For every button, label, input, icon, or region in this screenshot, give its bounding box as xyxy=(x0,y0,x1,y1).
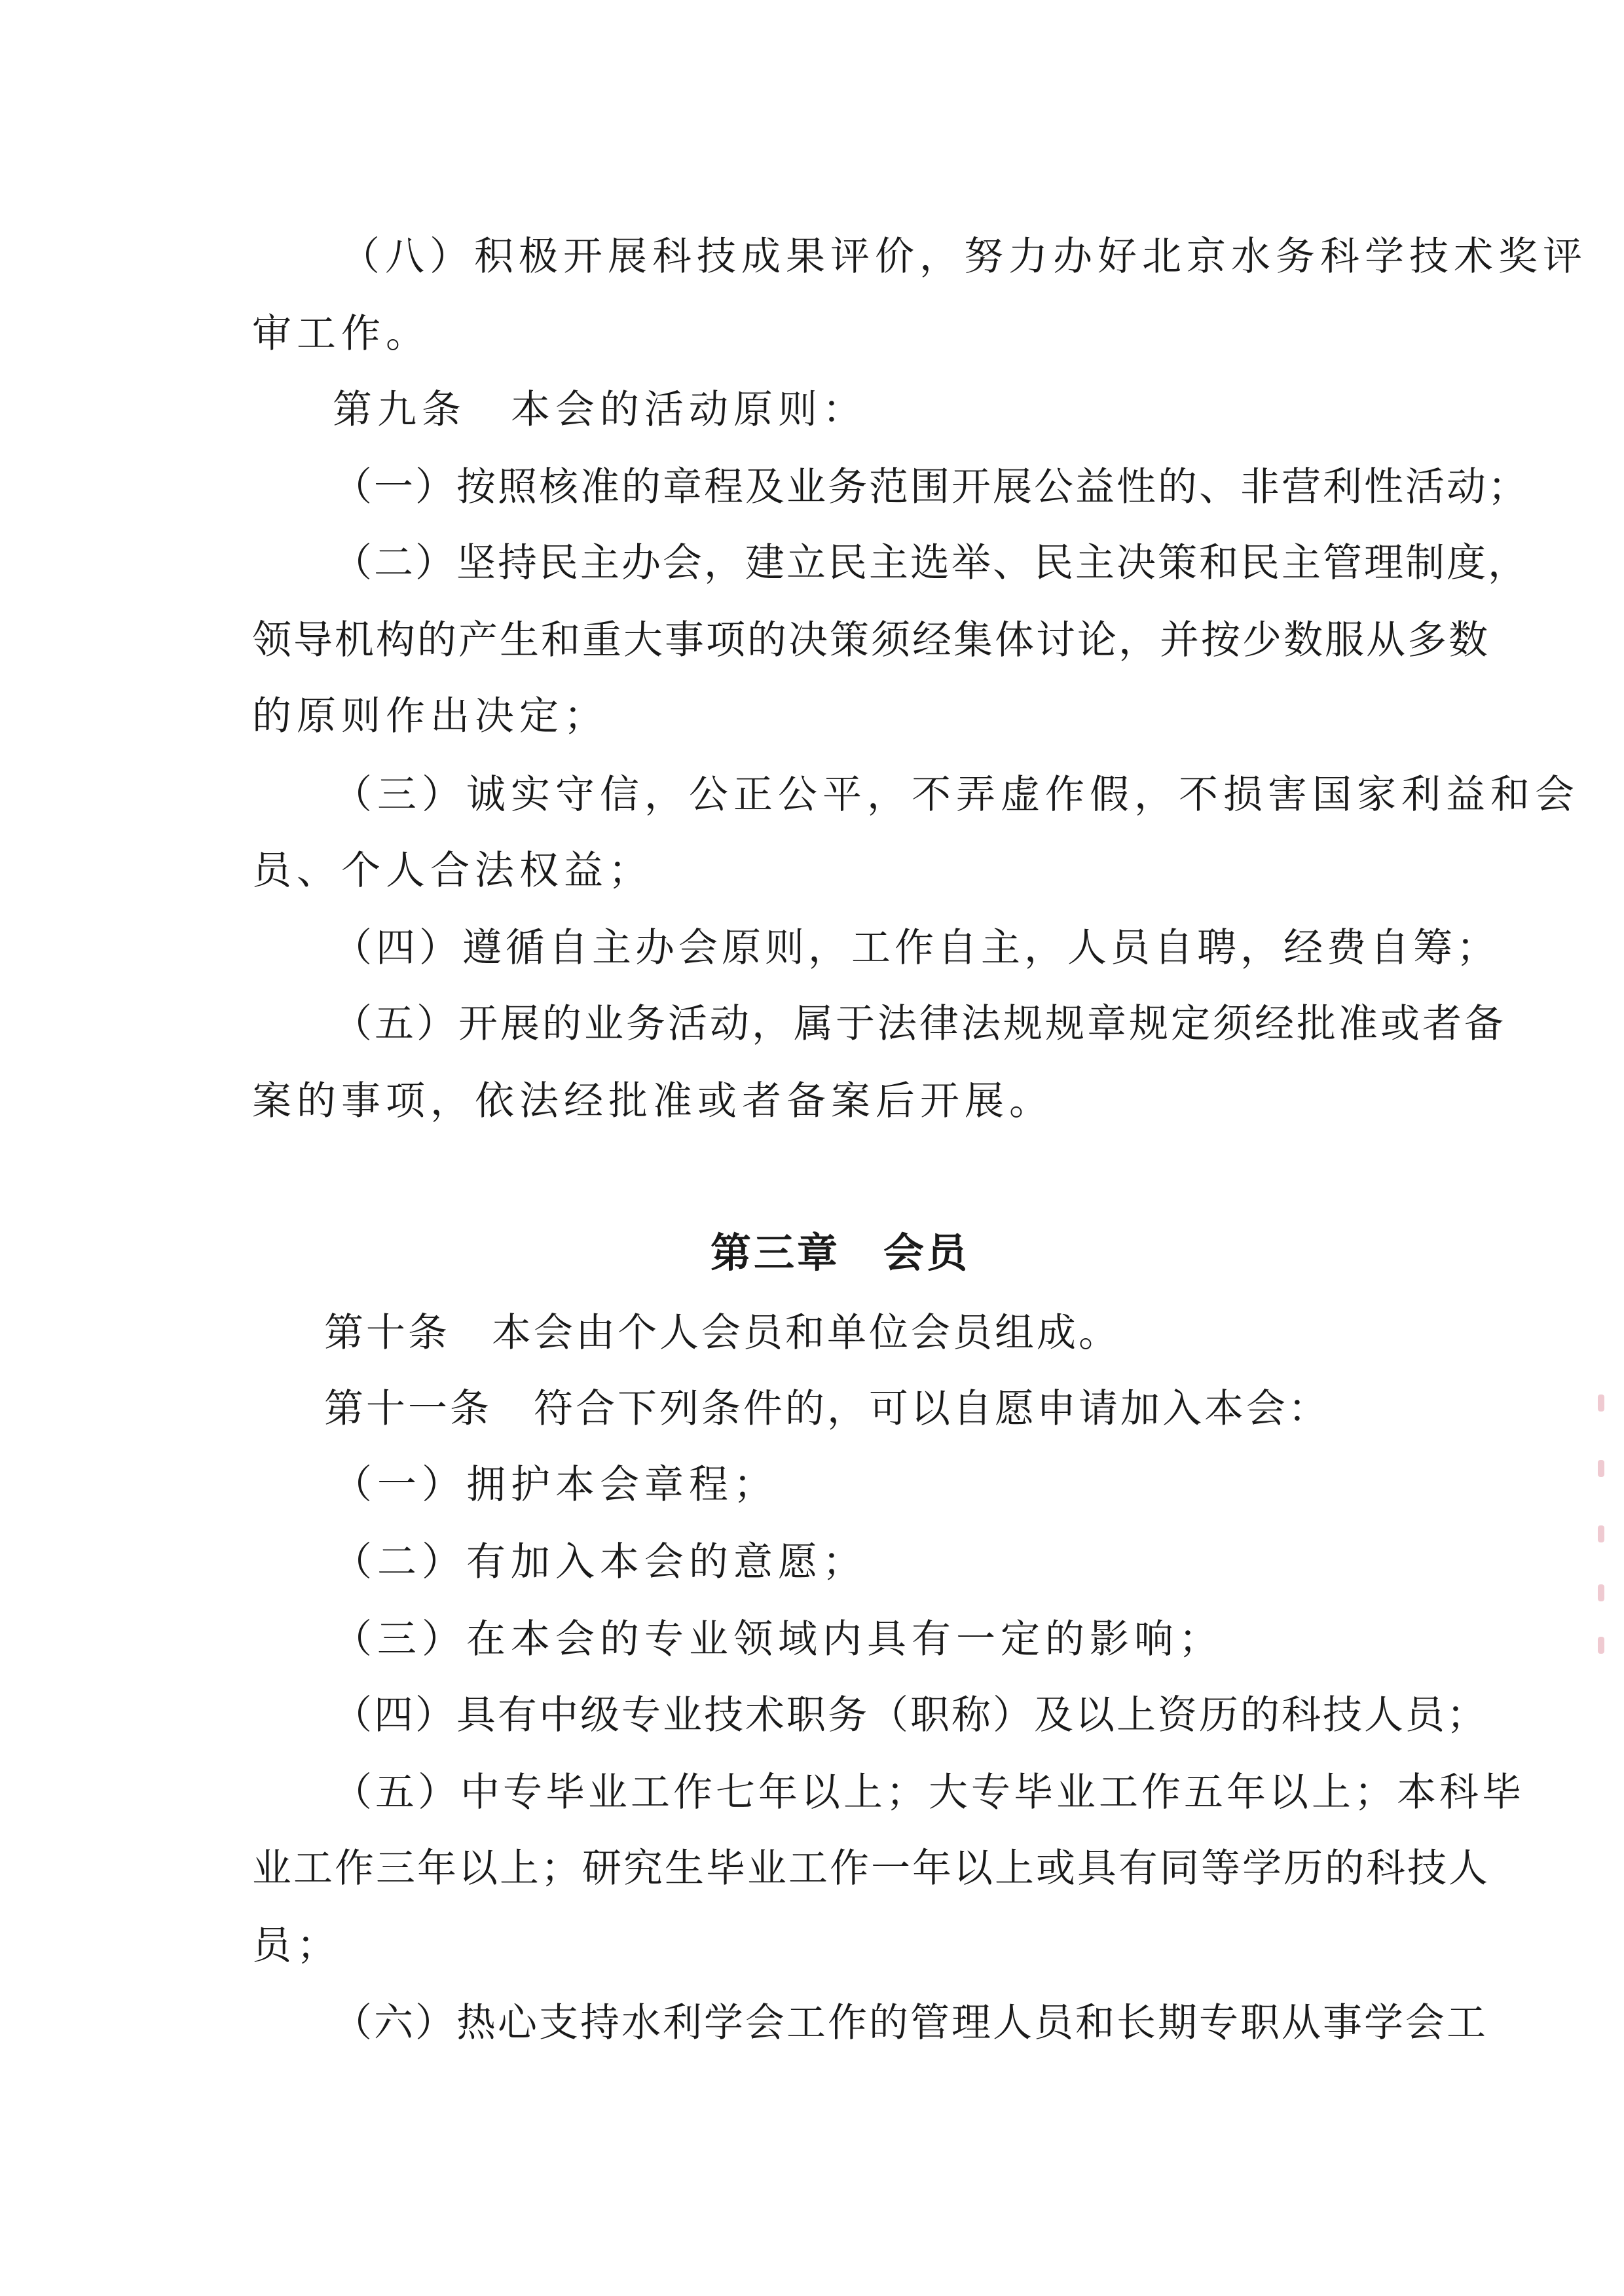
stamp-mark xyxy=(1598,1584,1604,1601)
paragraph-line: 案的事项，依法经批准或者备案后开展。 xyxy=(252,1078,1054,1124)
chapter-heading: 第三章 会员 xyxy=(710,1229,970,1277)
stamp-mark xyxy=(1598,1394,1604,1412)
paragraph-line: （四）具有中级专业技术职务（职称）及以上资历的科技人员； xyxy=(333,1692,1488,1738)
paragraph-line: （五）开展的业务活动，属于法律法规规章规定须经批准或者备 xyxy=(333,1001,1506,1047)
paragraph-line: （三）诚实守信，公正公平，不弄虚作假，不损害国家利益和会 xyxy=(333,772,1579,818)
stamp-mark xyxy=(1598,1637,1604,1654)
paragraph-line: （二）坚持民主办会，建立民主选举、民主决策和民主管理制度， xyxy=(333,540,1529,586)
paragraph-line: （八）积极开展科技成果评价，努力办好北京水务科学技术奖评 xyxy=(341,234,1587,280)
paragraph-line: （六）热心支持水利学会工作的管理人员和长期专职从事学会工 xyxy=(333,2000,1488,2046)
stamp-mark xyxy=(1598,1525,1604,1542)
paragraph-line: 审工作。 xyxy=(252,311,430,357)
paragraph-line: （三）在本会的专业领域内具有一定的影响； xyxy=(333,1616,1223,1662)
paragraph-line: （五）中专毕业工作七年以上；大专毕业工作五年以上；本科毕 xyxy=(333,1770,1524,1815)
stamp-mark xyxy=(1598,1460,1604,1477)
paragraph-line: 业工作三年以上；研究生毕业工作一年以上或具有同等学历的科技人 xyxy=(252,1846,1490,1891)
article-heading: 第九条 本会的活动原则： xyxy=(333,387,867,433)
paragraph-line: （四）遵循自主办会原则，工作自主，人员自聘，经费自筹； xyxy=(333,925,1500,971)
paragraph-line: 员、个人合法权益； xyxy=(252,848,653,894)
article-heading: 第十一条 符合下列条件的，可以自愿申请加入本会： xyxy=(324,1386,1330,1432)
paragraph-line: （一）按照核准的章程及业务范围开展公益性的、非营利性活动； xyxy=(333,464,1529,510)
paragraph-line: （一）拥护本会章程； xyxy=(333,1462,778,1508)
paragraph-line: （二）有加入本会的意愿； xyxy=(333,1539,867,1585)
paragraph-line: 领导机构的产生和重大事项的决策须经集体讨论，并按少数服从多数 xyxy=(252,617,1490,663)
paragraph-line: 的原则作出决定； xyxy=(252,693,608,739)
article-heading: 第十条 本会由个人会员和单位会员组成。 xyxy=(324,1310,1120,1356)
paragraph-line: 员； xyxy=(252,1923,341,1969)
